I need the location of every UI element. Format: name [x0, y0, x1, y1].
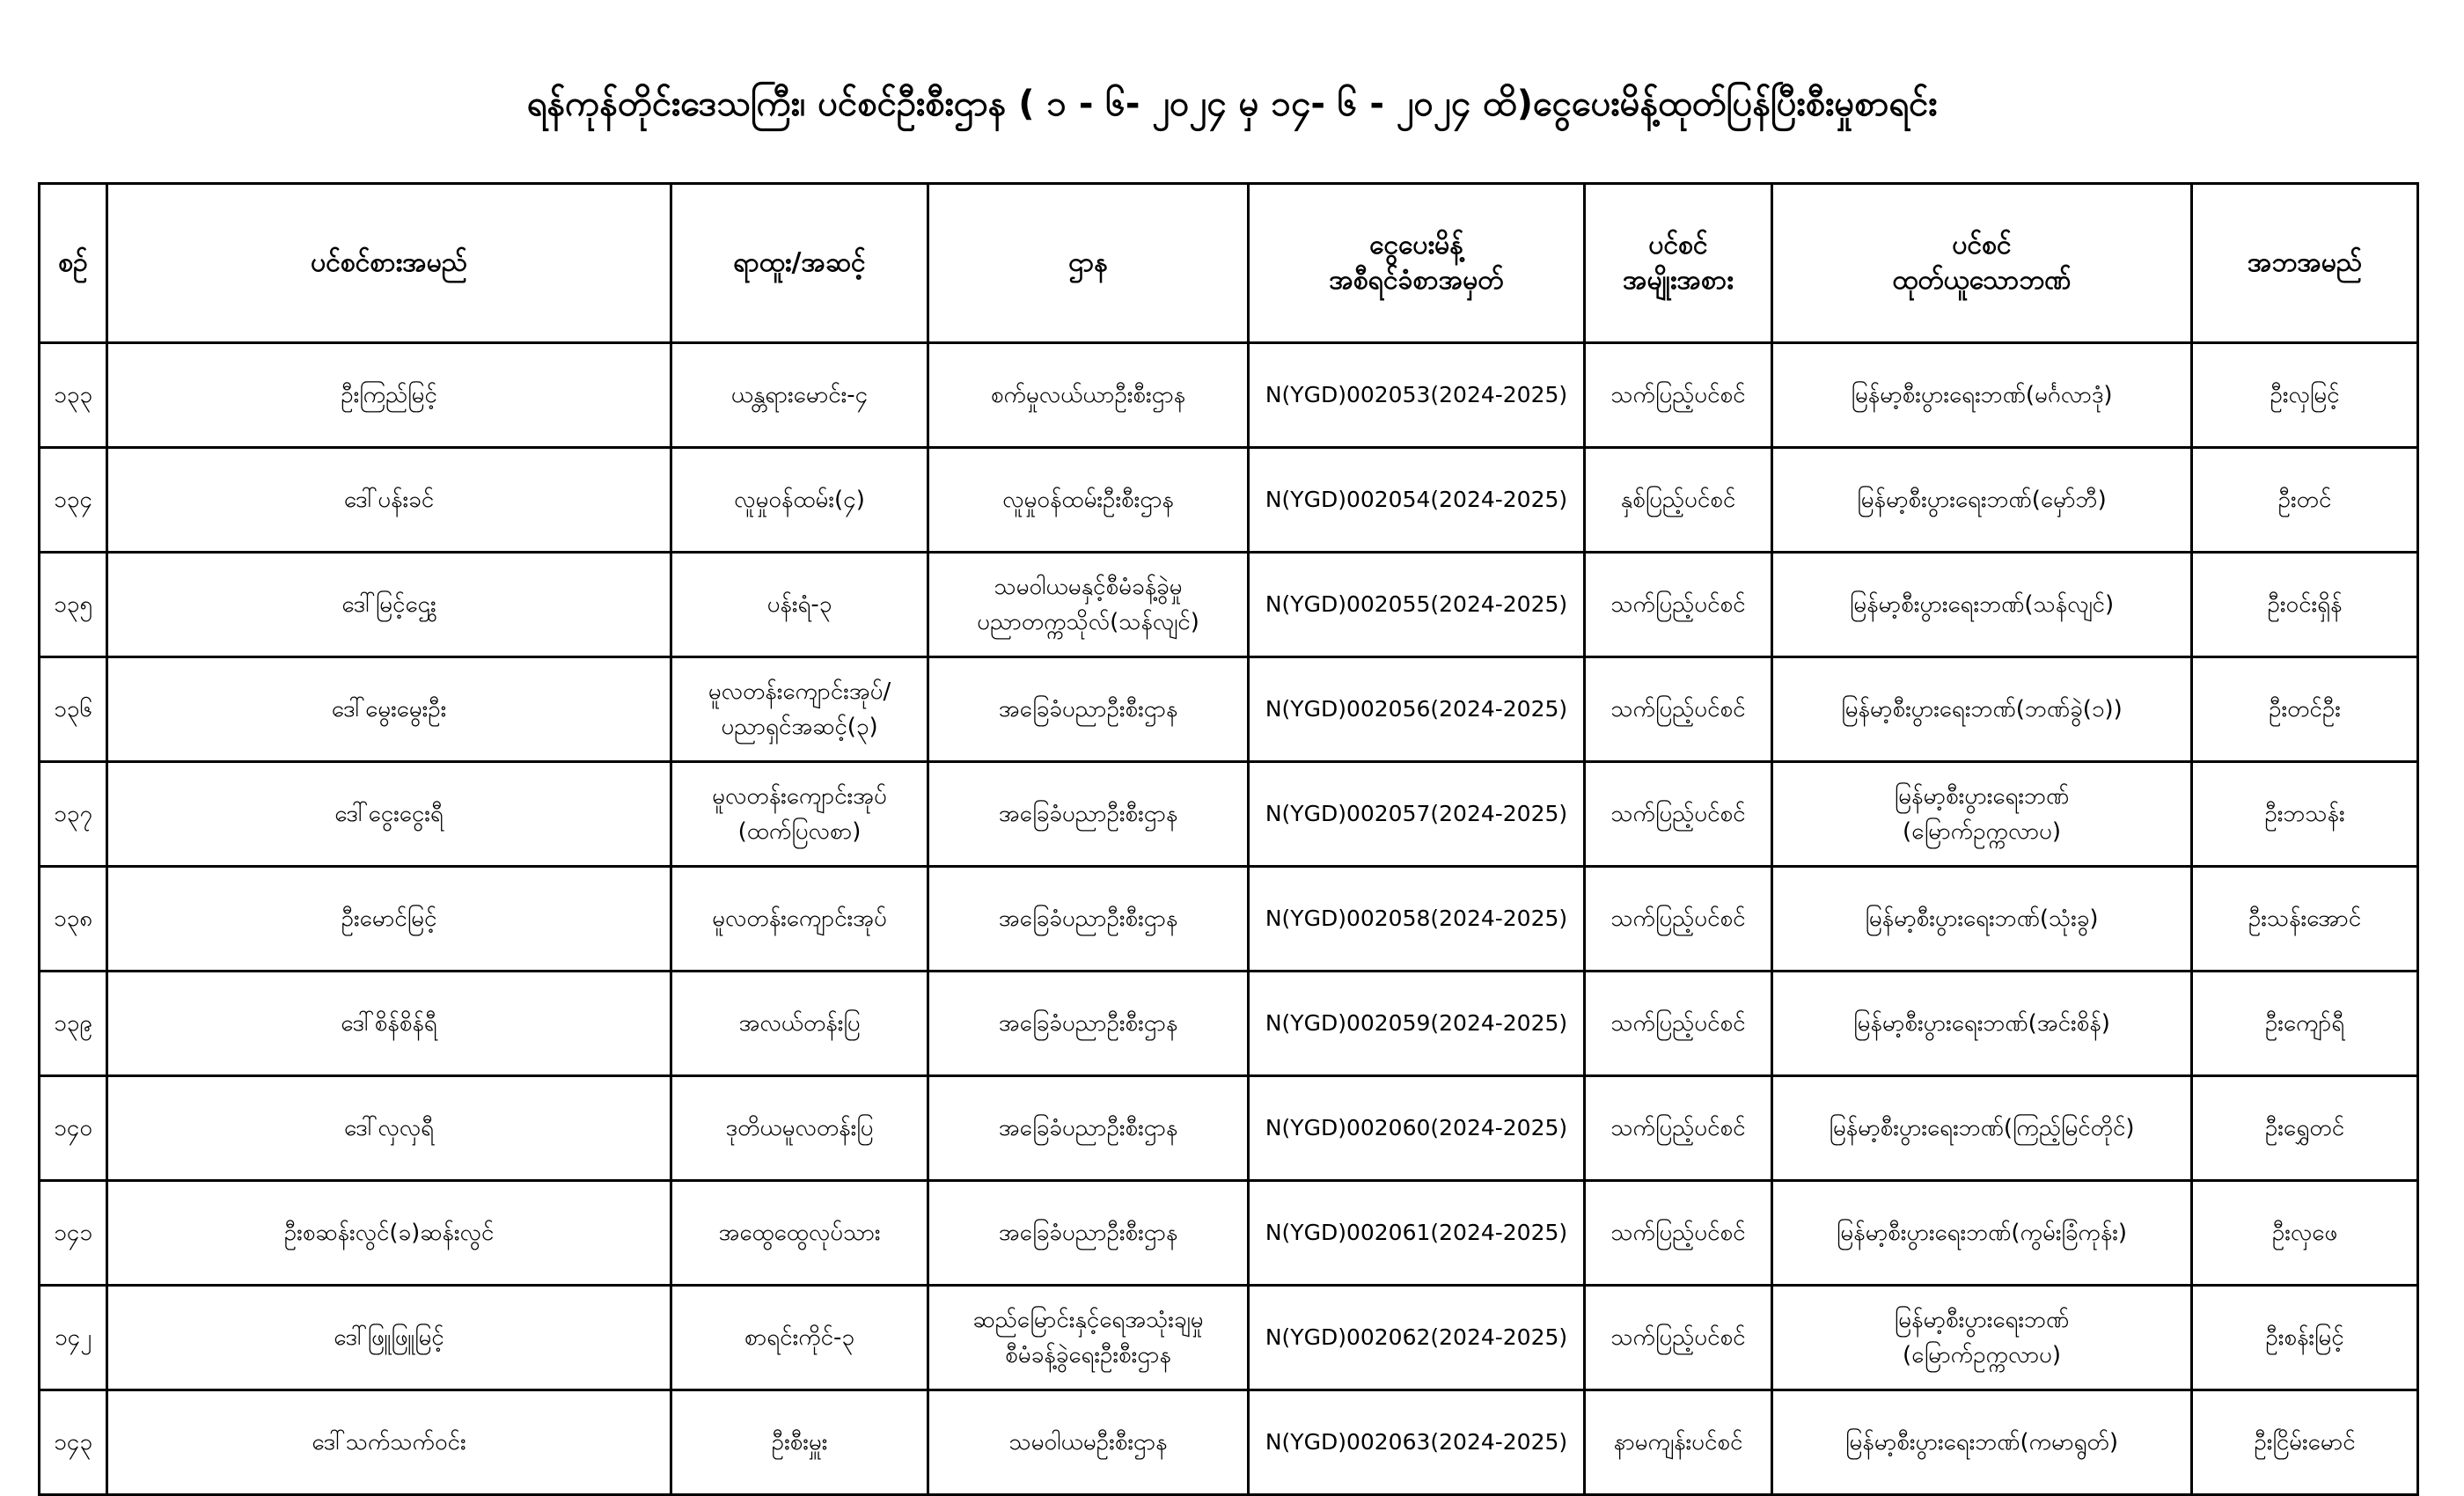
table-row	[40, 1390, 2418, 1495]
department-cell-line: ပညာတက္ကသိုလ်(သန်လျင်)	[977, 609, 1199, 635]
position-cell-line: ဒုတိယမူလတန်းပြ	[725, 1115, 874, 1141]
department-cell	[928, 972, 1249, 1076]
header-pensioner-name	[107, 184, 671, 343]
bank-cell	[1772, 448, 2192, 553]
pensioner-name-cell: ဦးစဆန်းလွင်(ခ)ဆန်းလွင်	[107, 1181, 671, 1286]
header-order-no	[1249, 184, 1585, 343]
table-row	[40, 1181, 2418, 1286]
order-no-cell: N(YGD)002055(2024-2025)	[1249, 553, 1585, 657]
department-cell	[928, 448, 1249, 553]
father-name-cell: ဦးသန်းအောင်	[2192, 867, 2418, 972]
position-cell-line: လူမှုဝန်ထမ်း(၄)	[734, 487, 865, 513]
pension-type-cell: နာမကျန်းပင်စင်	[1585, 1390, 1772, 1495]
bank-cell	[1772, 867, 2192, 972]
table-row	[40, 1076, 2418, 1181]
table-row	[40, 448, 2418, 553]
table-row	[40, 867, 2418, 972]
header-position	[671, 184, 928, 343]
bank-cell	[1772, 1390, 2192, 1495]
position-cell-line: အထွေထွေလုပ်သား	[718, 1220, 881, 1246]
page-title: ရန်ကုန်တိုင်းဒေသကြီး၊ ပင်စင်ဦးစီးဌာန ( ၁ - ၆- ၂၀၂၄ မှ ၁၄- ၆ - ၂၀၂၄ ထိ)ငွေပေးမိန့်ထုတ်ပြန်ပြီးစီးမှုစာရင်း	[526, 84, 1938, 124]
header-bank	[1772, 184, 2192, 343]
pension-type-cell: သက်ပြည့်ပင်စင်	[1585, 762, 1772, 867]
department-cell-line: အခြေခံပညာဦးစီးဌာန	[998, 696, 1178, 722]
order-no-cell: N(YGD)002056(2024-2025)	[1249, 657, 1585, 762]
pensioner-name-cell: ဒေါ်ငွေးငွေးရီ	[107, 762, 671, 867]
department-cell	[928, 1181, 1249, 1286]
pensioner-name-cell: ဒေါ်မွေးမွေးဦး	[107, 657, 671, 762]
pension-type-cell: နှစ်ပြည့်ပင်စင်	[1585, 448, 1772, 553]
position-cell	[671, 972, 928, 1076]
pension-type-cell: သက်ပြည့်ပင်စင်	[1585, 657, 1772, 762]
father-name-cell: ဦးဘသန်း	[2192, 762, 2418, 867]
bank-cell-line: မြန်မာ့စီးပွားရေးဘဏ်(ကွမ်းခြံကုန်း)	[1836, 1220, 2128, 1246]
serial-no-cell: ၁၄၁	[40, 1181, 107, 1286]
order-no-cell: N(YGD)002058(2024-2025)	[1249, 867, 1585, 972]
department-cell-line: အခြေခံပညာဦးစီးဌာန	[998, 1010, 1178, 1037]
order-no-cell: N(YGD)002063(2024-2025)	[1249, 1390, 1585, 1495]
department-cell	[928, 1286, 1249, 1390]
order-no-cell: N(YGD)002059(2024-2025)	[1249, 972, 1585, 1076]
position-cell-line: ပန်းရံ-၃	[766, 591, 832, 618]
header-serial-no-line: စဉ်	[58, 247, 88, 278]
father-name-cell: ဦးလှမြင့်	[2192, 343, 2418, 448]
table-row	[40, 972, 2418, 1076]
bank-cell	[1772, 1286, 2192, 1390]
bank-cell	[1772, 343, 2192, 448]
department-cell	[928, 762, 1249, 867]
department-cell	[928, 1076, 1249, 1181]
header-bank-line: ပင်စင်	[1952, 230, 2012, 260]
father-name-cell: ဦးရွှေတင်	[2192, 1076, 2418, 1181]
bank-cell-line: မြန်မာ့စီးပွားရေးဘဏ်(သုံးခွ)	[1865, 906, 2099, 932]
pensioner-name-cell: ဒေါ်မြင့်ဌွေး	[107, 553, 671, 657]
order-no-cell: N(YGD)002061(2024-2025)	[1249, 1181, 1585, 1286]
bank-cell-line: မြန်မာ့စီးပွားရေးဘဏ်(ကမာရွတ်)	[1845, 1429, 2118, 1456]
department-cell-line: စက်မှုလယ်ယာဦးစီးဌာန	[990, 382, 1186, 408]
bank-cell-line: မြန်မာ့စီးပွားရေးဘဏ်(မင်္ဂလာဒုံ)	[1851, 382, 2113, 408]
bank-cell-line: မြန်မာ့စီးပွားရေးဘဏ်(မှော်ဘီ)	[1857, 487, 2107, 513]
bank-cell	[1772, 972, 2192, 1076]
position-cell-line: မူလတန်းကျောင်းအုပ်	[712, 906, 887, 932]
department-cell	[928, 343, 1249, 448]
bank-cell	[1772, 553, 2192, 657]
father-name-cell: ဦးလှဖေ	[2192, 1181, 2418, 1286]
father-name-cell: ဦးတင်ဦး	[2192, 657, 2418, 762]
table-row	[40, 553, 2418, 657]
header-pension-type-line: အမျိုးအစား	[1623, 265, 1734, 296]
department-cell-line: စီမံခန့်ခွဲရေးဦးစီးဌာန	[1005, 1342, 1171, 1368]
header-pensioner-name-line: ပင်စင်စားအမည်	[311, 247, 467, 278]
department-cell-line: အခြေခံပညာဦးစီးဌာန	[998, 801, 1178, 827]
order-no-cell: N(YGD)002057(2024-2025)	[1249, 762, 1585, 867]
pension-type-cell: သက်ပြည့်ပင်စင်	[1585, 553, 1772, 657]
pension-type-cell: သက်ပြည့်ပင်စင်	[1585, 1181, 1772, 1286]
header-pension-type	[1585, 184, 1772, 343]
position-cell	[671, 1076, 928, 1181]
department-cell	[928, 1390, 1249, 1495]
father-name-cell: ဦးငြိမ်းမောင်	[2192, 1390, 2418, 1495]
header-father-name-line: အဘအမည်	[2247, 247, 2363, 278]
order-no-cell: N(YGD)002053(2024-2025)	[1249, 343, 1585, 448]
position-cell	[671, 1181, 928, 1286]
position-cell-line: အလယ်တန်းပြ	[738, 1010, 861, 1037]
pension-type-cell: သက်ပြည့်ပင်စင်	[1585, 867, 1772, 972]
serial-no-cell: ၁၃၈	[40, 867, 107, 972]
bank-cell-line: (မြောက်ဥက္ကလာပ)	[1902, 818, 2062, 845]
serial-no-cell: ၁၃၃	[40, 343, 107, 448]
department-cell	[928, 867, 1249, 972]
pension-type-cell: သက်ပြည့်ပင်စင်	[1585, 1076, 1772, 1181]
header-bank-line: ထုတ်ယူသောဘဏ်	[1892, 265, 2072, 296]
position-cell-line: ယန္တရားမောင်း-၄	[730, 382, 869, 408]
pensioner-name-cell: ဒေါ်ပန်းခင်	[107, 448, 671, 553]
department-cell	[928, 657, 1249, 762]
position-cell	[671, 867, 928, 972]
position-cell-line: စာရင်းကိုင်-၃	[744, 1324, 855, 1351]
bank-cell-line: မြန်မာ့စီးပွားရေးဘဏ်(အင်းစိန်)	[1853, 1010, 2110, 1037]
bank-cell-line: (မြောက်ဥက္ကလာပ)	[1902, 1342, 2062, 1368]
header-father-name	[2192, 184, 2418, 343]
pension-type-cell: သက်ပြည့်ပင်စင်	[1585, 1286, 1772, 1390]
header-order-no-line: ငွေပေးမိန့်	[1369, 230, 1463, 260]
department-cell-line: အခြေခံပညာဦးစီးဌာန	[998, 1115, 1178, 1141]
bank-cell-line: မြန်မာ့စီးပွားရေးဘဏ်(ဘဏ်ခွဲ(၁))	[1841, 696, 2123, 722]
father-name-cell: ဦးဝင်းရှိန်	[2192, 553, 2418, 657]
table-row	[40, 1286, 2418, 1390]
department-cell-line: အခြေခံပညာဦးစီးဌာန	[998, 1220, 1178, 1246]
bank-cell	[1772, 657, 2192, 762]
position-cell-line: မူလတန်းကျောင်းအုပ်/	[708, 678, 891, 705]
serial-no-cell: ၁၃၆	[40, 657, 107, 762]
header-serial-no	[40, 184, 107, 343]
position-cell	[671, 762, 928, 867]
table-row	[40, 762, 2418, 867]
serial-no-cell: ၁၄၃	[40, 1390, 107, 1495]
header-row	[40, 184, 2418, 343]
header-department	[928, 184, 1249, 343]
order-no-cell: N(YGD)002062(2024-2025)	[1249, 1286, 1585, 1390]
header-order-no-line: အစီရင်ခံစာအမှတ်	[1329, 265, 1504, 296]
father-name-cell: ဦးတင်	[2192, 448, 2418, 553]
table-header	[40, 184, 2418, 343]
pension-type-cell: သက်ပြည့်ပင်စင်	[1585, 972, 1772, 1076]
department-cell	[928, 553, 1249, 657]
order-no-cell: N(YGD)002054(2024-2025)	[1249, 448, 1585, 553]
bank-cell-line: မြန်မာ့စီးပွားရေးဘဏ်(ကြည့်မြင်တိုင်)	[1829, 1115, 2135, 1141]
position-cell-line: ပညာရှင်အဆင့်(၃)	[721, 714, 878, 740]
serial-no-cell: ၁၄၂	[40, 1286, 107, 1390]
department-cell-line: သမဝါယမနှင့်စီမံခန့်ခွဲမှု	[994, 574, 1183, 600]
department-cell-line: လူမှုဝန်ထမ်းဦးစီးဌာန	[1002, 487, 1174, 513]
pensioner-name-cell: ဒေါ်သက်သက်ဝင်း	[107, 1390, 671, 1495]
position-cell	[671, 553, 928, 657]
table-row	[40, 343, 2418, 448]
table-row	[40, 657, 2418, 762]
position-cell-line: မူလတန်းကျောင်းအုပ်	[712, 783, 887, 810]
table-body	[40, 343, 2418, 1495]
bank-cell-line: မြန်မာ့စီးပွားရေးဘဏ်	[1894, 1307, 2070, 1333]
department-cell-line: အခြေခံပညာဦးစီးဌာန	[998, 906, 1178, 932]
department-cell-line: သမဝါယမဦးစီးဌာန	[1008, 1429, 1168, 1456]
bank-cell	[1772, 1181, 2192, 1286]
bank-cell-line: မြန်မာ့စီးပွားရေးဘဏ်(သန်လျင်)	[1849, 591, 2115, 618]
pension-register-table	[38, 182, 2419, 1496]
position-cell	[671, 657, 928, 762]
serial-no-cell: ၁၃၉	[40, 972, 107, 1076]
position-cell	[671, 343, 928, 448]
pensioner-name-cell: ဒေါ်စိန်စိန်ရီ	[107, 972, 671, 1076]
header-department-line: ဌာန	[1068, 247, 1108, 278]
bank-cell	[1772, 762, 2192, 867]
header-position-line: ရာထူး/အဆင့်	[733, 247, 866, 278]
pensioner-name-cell: ဒေါ်ဖြူဖြူမြင့်	[107, 1286, 671, 1390]
bank-cell	[1772, 1076, 2192, 1181]
position-cell-line: ဦးစီးမှူး	[771, 1429, 828, 1456]
serial-no-cell: ၁၃၄	[40, 448, 107, 553]
position-cell	[671, 1390, 928, 1495]
father-name-cell: ဦးစန်းမြင့်	[2192, 1286, 2418, 1390]
serial-no-cell: ၁၃၇	[40, 762, 107, 867]
position-cell	[671, 1286, 928, 1390]
father-name-cell: ဦးကျော်ရီ	[2192, 972, 2418, 1076]
pensioner-name-cell: ဒေါ်လှလှရီ	[107, 1076, 671, 1181]
order-no-cell: N(YGD)002060(2024-2025)	[1249, 1076, 1585, 1181]
serial-no-cell: ၁၄၀	[40, 1076, 107, 1181]
serial-no-cell: ၁၃၅	[40, 553, 107, 657]
department-cell-line: ဆည်မြောင်းနှင့်ရေအသုံးချမှု	[972, 1307, 1204, 1333]
pension-type-cell: သက်ပြည့်ပင်စင်	[1585, 343, 1772, 448]
bank-cell-line: မြန်မာ့စီးပွားရေးဘဏ်	[1894, 783, 2070, 810]
header-pension-type-line: ပင်စင်	[1648, 230, 1708, 260]
position-cell	[671, 448, 928, 553]
pensioner-name-cell: ဦးကြည်မြင့်	[107, 343, 671, 448]
position-cell-line: (ထက်ပြလစာ)	[737, 818, 862, 845]
pensioner-name-cell: ဦးမောင်မြင့်	[107, 867, 671, 972]
